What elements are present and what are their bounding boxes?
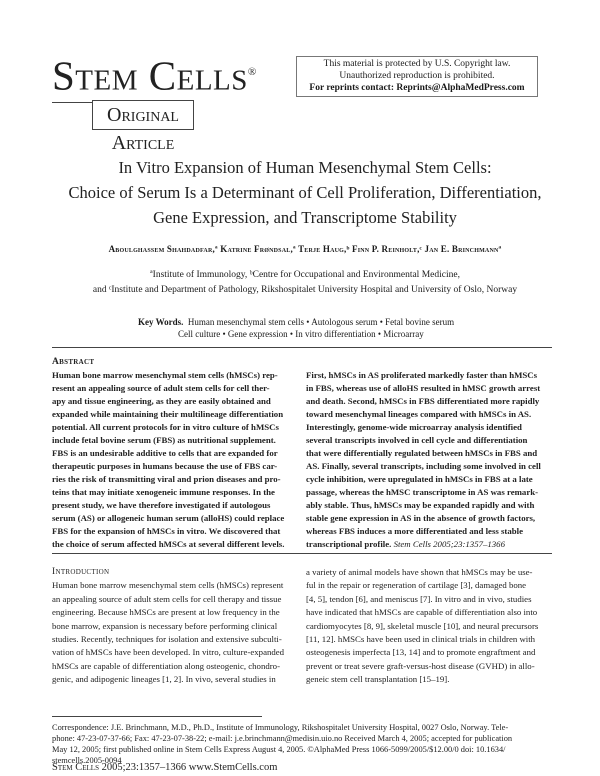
text-line: potential. All current protocols for in vitro culture of hMSCs	[52, 422, 279, 432]
text-line: vation of hMSCs have been developed. In vitro, culture-expanded	[52, 647, 285, 658]
text-line: stable gene expression in AS in the absence of growth factors,	[306, 513, 536, 523]
text-line: toward mesenchymal lineages compared with hMSCs in AS.	[306, 409, 532, 419]
text-line: FBS for the expansion of hMSCs in vitro. We discovered that	[52, 526, 281, 536]
text-line: [4, 5], tendon [6], and meniscus [7]. In vitro and in vivo, studies	[306, 593, 532, 604]
affiliations: ªInstitute of Immunology, ᵇCentre for Occupational and Environmental Medicine, and ᶜInstitute and Department of Pathology, Rikshospitalet University Hospital and University of Oslo, Norway	[92, 270, 518, 295]
abstract-right-column	[306, 369, 554, 551]
text-line: present study, we have therefore investigated if autologous	[52, 500, 271, 510]
author-list: Aboulghassem Shahdadfar,ª Katrine Frøndsal,ª Terje Haug,ᵇ Finn P. Reinholt,ᶜ Jan E. Brinchmannª	[108, 244, 502, 254]
text-line: cardiomyocytes [8, 9], skeletal muscle [10], and neural precursors	[306, 620, 539, 631]
text-line: studies. Recently, techniques for isolation and extensive subculti-	[52, 634, 282, 645]
article-title: In Vitro Expansion of Human Mesenchymal Stem Cells: Choice of Serum Is a Determinant of Cell Proliferation, Differentiation, Gene Expression, and Transcriptome Stability	[68, 158, 542, 227]
text-line: ries the risk of transmitting viral and prion diseases and pro-	[52, 474, 281, 484]
header-rule	[52, 102, 92, 103]
abstract-left-column	[52, 356, 292, 551]
correspondence-note: Correspondence: J.E. Brinchmann, M.D., Ph.D., Institute of Immunology, Rikshospitalet University Hospital, 0027 Oslo, Norway. Tele- phone: 47-23-07-37-66; Fax: 47-23-07-38-22; e-mail: j.e.brinchmann@medisin.uio.no Received March 4, 2005; accepted for publication May 12, 2005; first published online in Stem Cells Express August 4, 2005. ©AlphaMed Press 1066-5099/2005/$12.00/0 doi: 10.1634/ stemcells.2005-0094	[52, 723, 513, 765]
text-line: a variety of animal models have shown that hMSCs may be use-	[306, 567, 533, 577]
article-type-label: Original Article	[92, 100, 194, 130]
text-line: the choice of serum affected hMSCs at several different levels.	[52, 539, 285, 549]
text-line: expanded while maintaining their multilineage differentiation	[52, 409, 284, 419]
abstract-bottom-rule	[52, 553, 552, 554]
text-line: whereas FBS induces a more differentiated and less stable	[306, 526, 523, 536]
text-line: genic, and adipogenic lineages [1, 2]. In vivo, several studies in	[52, 674, 276, 685]
text-line: cycle inhibition, were upregulated in hMSCs in FBS at a late	[306, 474, 533, 484]
text-line: geneic stem cell transplantation [15–19].	[306, 674, 450, 685]
abstract-left-text	[52, 369, 292, 551]
keywords-label: Key Words.	[138, 317, 184, 327]
text-line: AS. Finally, several transcripts, including some involved in cell	[306, 461, 541, 471]
keywords: Key Words. Human mesenchymal stem cells • Autologous serum • Fetal bovine serum Cell culture • Gene expression • In vitro differentiation • Microarray	[138, 317, 455, 339]
text-line: therapeutic purposes in humans because the use of FBS car-	[52, 461, 278, 471]
text-line: and death. Second, hMSCs in FBS differentiated more rapidly	[306, 396, 540, 406]
text-line: prevent or treat severe graft-versus-host disease (GVHD) in allo-	[306, 660, 535, 671]
introduction-right-column	[306, 566, 554, 687]
text-line: hMSCs are capable of differentiation along osteogenic, chondro-	[52, 660, 280, 671]
text-line: teins that may initiate xenogeneic immune responses. In the	[52, 487, 275, 497]
text-line: apy and tissue engineering, as they are easily obtained and	[52, 396, 271, 406]
abstract-right-text	[306, 369, 554, 538]
introduction-heading: Introduction	[52, 567, 110, 577]
text-line: in FBS, whereas use of alloHS resulted in hMSC growth arrest	[306, 383, 541, 393]
text-line: an appealing source of adult stem cells for cell therapy and tissue	[52, 593, 282, 604]
abstract-top-rule	[52, 347, 552, 348]
text-line: include fetal bovine serum (FBS) as nutritional supplement.	[52, 435, 276, 445]
text-line: that were differentially regulated between hMSCs in FBS and	[306, 448, 538, 458]
text-line: resent an appealing source of adult stem cells for cell ther-	[52, 383, 270, 393]
text-line: have indicated that hMSCs are capable of differentiation also into	[306, 607, 538, 618]
text-line: Human bone marrow mesenchymal stem cells (hMSCs) represent	[52, 580, 284, 591]
page-footer: Stem Cells 2005;23:1357–1366 www.StemCells.com	[52, 762, 278, 773]
introduction-left-column	[52, 566, 292, 687]
text-line: FBS is an undesirable additive to cells that are expanded for	[52, 448, 278, 458]
text-line: bone marrow, expansion is necessary before performing clinical	[52, 620, 278, 631]
text-line: First, hMSCs in AS proliferated markedly faster than hMSCs	[306, 370, 538, 380]
text-line: serum (AS) or allogeneic human serum (alloHS) could replace	[52, 513, 285, 523]
text-line: Human bone marrow mesenchymal stem cells (hMSCs) rep-	[52, 370, 278, 380]
footnote-rule	[52, 716, 262, 717]
text-line: ful in the repair or regeneration of cartilage [3], damaged bone	[306, 580, 527, 591]
copyright-notice: This material is protected by U.S. Copyright law. Unauthorized reproduction is prohibited. For reprints contact: Reprints@AlphaMedPress.com	[296, 56, 538, 97]
abstract-heading: Abstract	[52, 357, 95, 367]
abstract-last-line: transcriptional profile. Stem Cells 2005;23:1357–1366	[306, 539, 505, 549]
text-line: several transcripts involved in cell cycle and differentiation	[306, 435, 528, 445]
abstract-citation: Stem Cells 2005;23:1357–1366	[393, 539, 505, 549]
text-line: osteogenesis imperfecta [13, 14] and to promote engraftment and	[306, 647, 536, 658]
introduction-left-text	[52, 579, 292, 686]
text-line: [11, 12]. hMSCs have been used in clinical trials in children with	[306, 634, 536, 645]
introduction-right-text	[306, 566, 554, 687]
journal-name: Stem Cells®	[52, 52, 257, 99]
text-line: ably stable. Thus, hMSCs may be expanded rapidly and with	[306, 500, 535, 510]
text-line: Interestingly, genome-wide microarray analysis identified	[306, 422, 522, 432]
text-line: passage, whereas the hMSC transcriptome in AS was remark-	[306, 487, 539, 497]
text-line: engineering. Because hMSCs are present at low frequency in the	[52, 607, 280, 618]
